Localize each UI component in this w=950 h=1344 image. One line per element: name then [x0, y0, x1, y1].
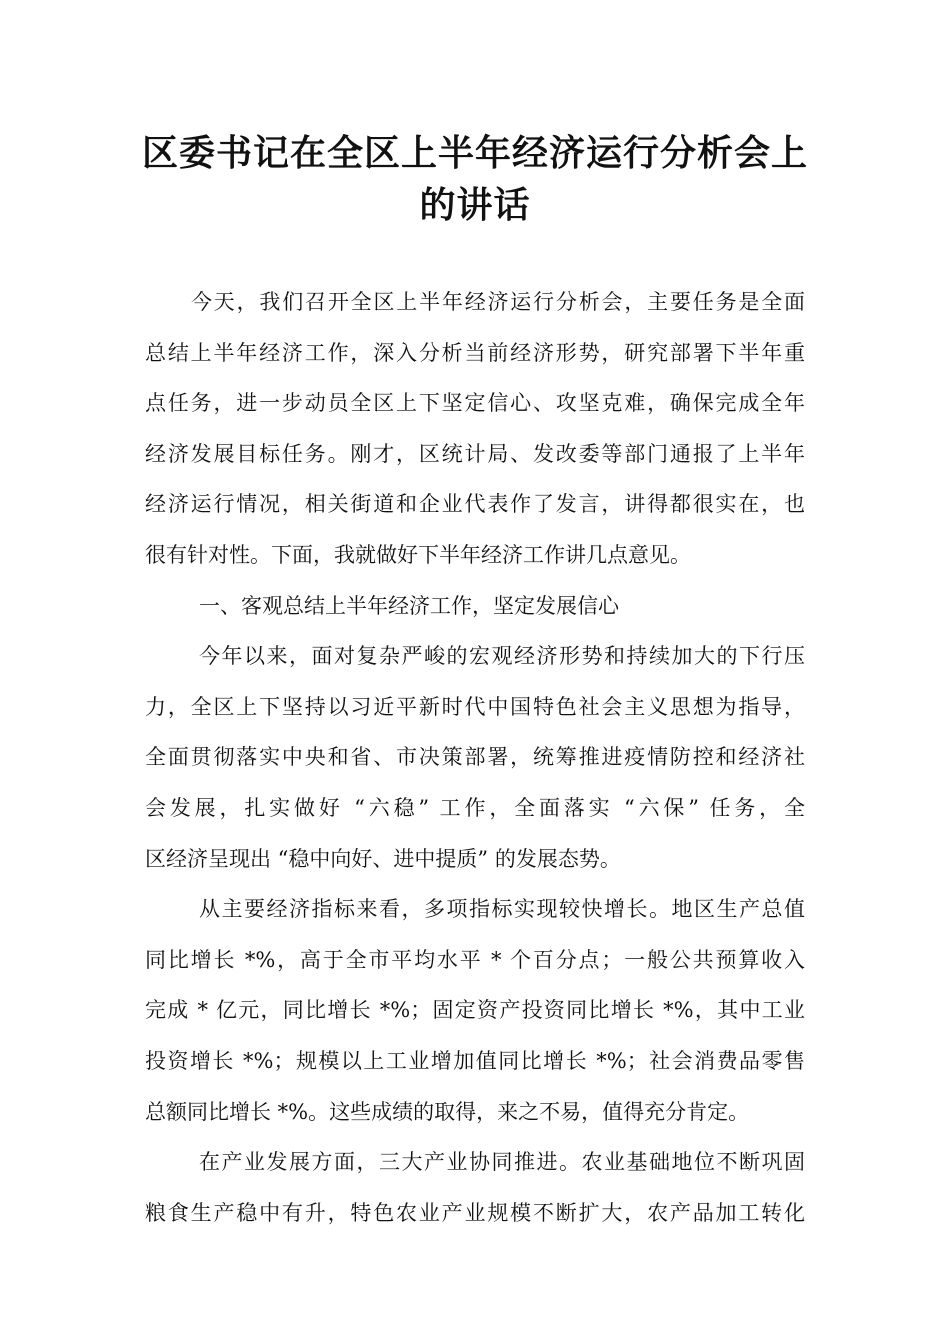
text-line: 区经济呈现出 “稳中向好、进中提质” 的发展态势。	[145, 846, 621, 871]
text-line: 完成 * 亿元，同比增长 *%；固定资产投资同比增长 *%，其中工业	[145, 998, 805, 1023]
text-line: 经济发展目标任务。刚才，区统计局、发改委等部门通报了上半年	[145, 441, 805, 466]
text-line: 从主要经济指标来看，多项指标实现较快增长。地区生产总值	[199, 897, 805, 922]
text-line: 投资增长 *%；规模以上工业增加值同比增长 *%；社会消费品零售	[145, 1048, 805, 1073]
text-line: 会发展，扎实做好 “六稳” 工作，全面落实 “六保” 任务，全	[145, 795, 805, 820]
text-line: 今天，我们召开全区上半年经济运行分析会，主要任务是全面	[191, 290, 805, 314]
text-line: 在产业发展方面，三大产业协同推进。农业基础地位不断巩固	[199, 1150, 805, 1175]
text-line: 今年以来，面对复杂严峻的宏观经济形势和持续加大的下行压	[199, 644, 805, 669]
text-line: 同比增长 *%，高于全市平均水平 * 个百分点；一般公共预算收入	[145, 947, 805, 972]
title-line-1: 区委书记在全区上半年经济运行分析会上	[141, 133, 808, 174]
text-line: 点任务，进一步动员全区上下坚定信心、攻坚克难，确保完成全年	[145, 391, 805, 416]
section-heading: 一、客观总结上半年经济工作，坚定发展信心	[199, 593, 619, 618]
text-line: 总额同比增长 *%。这些成绩的取得，来之不易，值得充分肯定。	[145, 1099, 750, 1124]
document-body	[145, 277, 805, 1238]
text-line: 粮食生产稳中有升，特色农业产业规模不断扩大，农产品加工转化	[145, 1200, 805, 1225]
text-line: 全面贯彻落实中央和省、市决策部署，统筹推进疫情防控和经济社	[145, 745, 805, 770]
title-line-2: 的讲话	[419, 185, 531, 226]
text-line: 总结上半年经济工作，深入分析当前经济形势，研究部署下半年重	[145, 340, 805, 365]
text-line: 力，全区上下坚持以习近平新时代中国特色社会主义思想为指导，	[145, 694, 805, 719]
text-line: 很有针对性。下面，我就做好下半年经济工作讲几点意见。	[145, 542, 691, 567]
document-title	[140, 128, 810, 232]
text-line: 经济运行情况，相关街道和企业代表作了发言，讲得都很实在，也	[145, 492, 805, 517]
